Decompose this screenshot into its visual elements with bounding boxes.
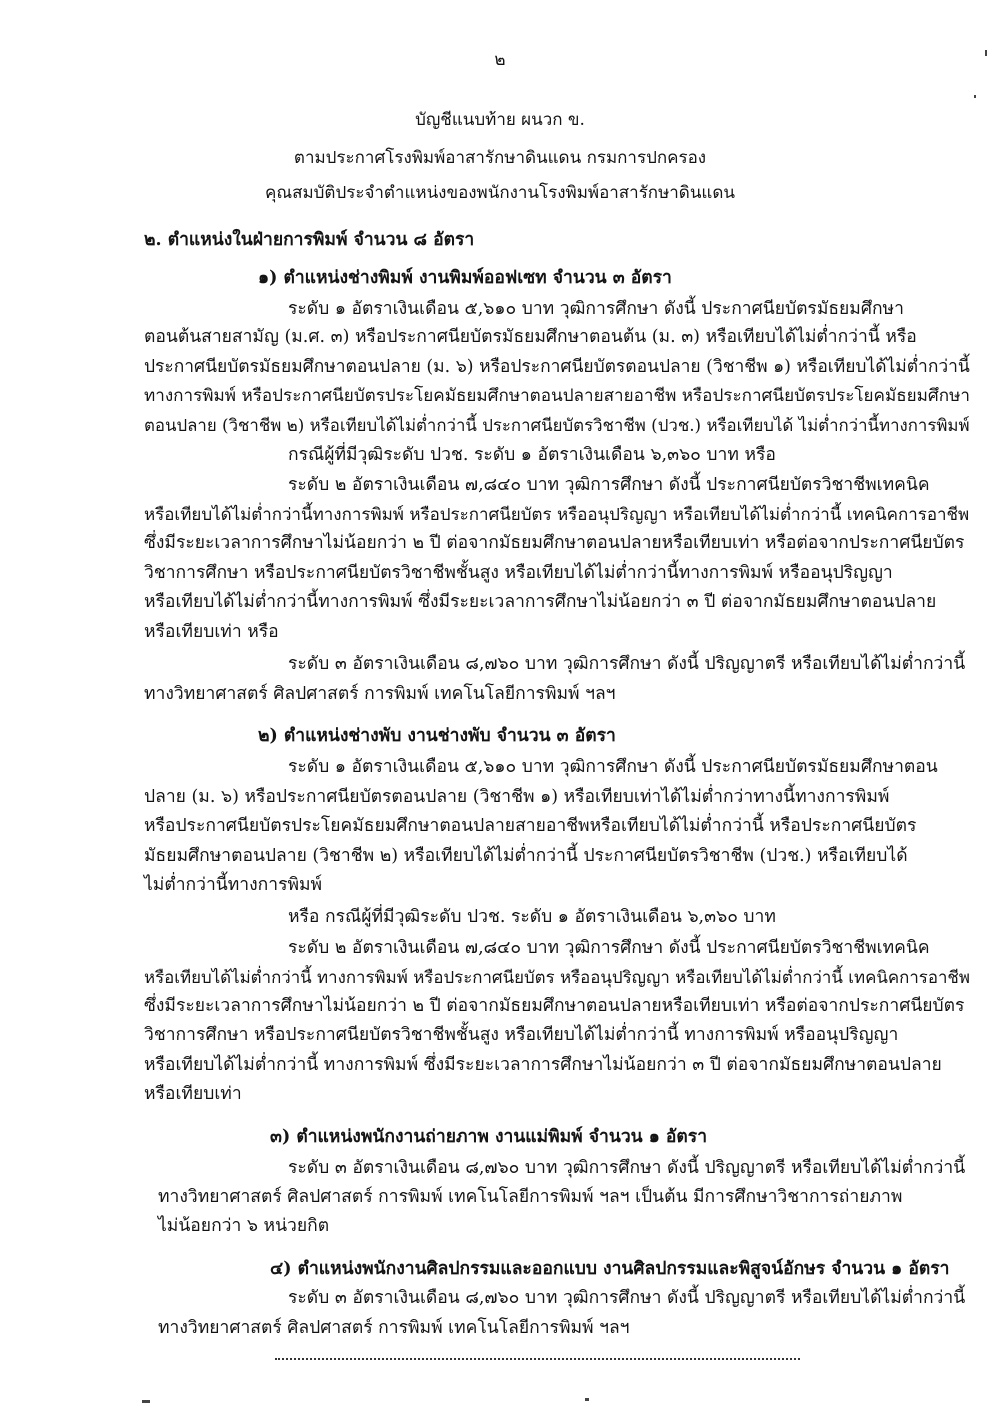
position-1-line: หรือเทียบได้ไม่ต่ำกว่านี้ทางการพิมพ์ หรือประกาศนียบัตร หรืออนุปริญญา หรือเทียบได้ไม่ต่ำกว่านี้ เทคนิคการอาชีพ xyxy=(144,504,970,524)
page-number: ๒ xyxy=(494,50,506,70)
header-line-3: คุณสมบัติประจำตำแหน่งของพนักงานโรงพิมพ์อาสารักษาดินแดน xyxy=(265,183,735,203)
position-2-line: ปลาย (ม. ๖) หรือประกาศนียบัตรตอนปลาย (วิชาชีพ ๑) หรือเทียบเท่าได้ไม่ต่ำกว่าทางนี้ทางการพิมพ์ xyxy=(144,787,890,807)
position-1-line: ทางวิทยาศาสตร์ ศิลปศาสตร์ การพิมพ์ เทคโนโลยีการพิมพ์ ฯลฯ xyxy=(144,684,616,704)
position-3-heading: ๓) ตำแหน่งพนักงานถ่ายภาพ งานแม่พิมพ์ จำนวน ๑ อัตรา xyxy=(270,1127,708,1147)
position-1-line: วิชาการศึกษา หรือประกาศนียบัตรวิชาชีพชั้นสูง หรือเทียบได้ไม่ต่ำกว่านี้ทางการพิมพ์ หรืออนุปริญญา xyxy=(144,563,893,583)
position-1-line: ตอนปลาย (วิชาชีพ ๒) หรือเทียบได้ไม่ต่ำกว่านี้ ประกาศนียบัตรวิชาชีพ (ปวช.) หรือเทียบได้ ไม่ต่ำกว่านี้ทางการพิมพ์ xyxy=(144,415,970,435)
dotted-end-line xyxy=(275,1358,800,1360)
position-2-line: มัธยมศึกษาตอนปลาย (วิชาชีพ ๒) หรือเทียบได้ไม่ต่ำกว่านี้ ประกาศนียบัตรวิชาชีพ (ปวช.) หรือเทียบได้ xyxy=(144,846,908,866)
position-2-line: ระดับ ๒ อัตราเงินเดือน ๗,๘๔๐ บาท วุฒิการศึกษา ดังนี้ ประกาศนียบัตรวิชาชีพเทคนิค xyxy=(288,938,930,958)
position-3-line: ระดับ ๓ อัตราเงินเดือน ๘,๗๖๐ บาท วุฒิการศึกษา ดังนี้ ปริญญาตรี หรือเทียบได้ไม่ต่ำกว่านี้ xyxy=(288,1158,966,1178)
position-1-line: ทางการพิมพ์ หรือประกาศนียบัตรประโยคมัธยมศึกษาตอนปลายสายอาชีพ หรือประกาศนียบัตรประโยคมัธยมศึกษา xyxy=(144,386,970,406)
position-2-line: วิชาการศึกษา หรือประกาศนียบัตรวิชาชีพชั้นสูง หรือเทียบได้ไม่ต่ำกว่านี้ ทางการพิมพ์ หรืออนุปริญญา xyxy=(144,1025,899,1045)
position-1-line: กรณีผู้ที่มีวุฒิระดับ ปวช. ระดับ ๑ อัตราเงินเดือน ๖,๓๖๐ บาท หรือ xyxy=(288,445,776,465)
position-1-line: ประกาศนียบัตรมัธยมศึกษาตอนปลาย (ม. ๖) หรือประกาศนียบัตรตอนปลาย (วิชาชีพ ๑) หรือเทียบได้ไม่ต่ำกว่านี้ xyxy=(144,357,970,377)
scan-speck xyxy=(142,1400,150,1403)
position-1-heading: ๑) ตำแหน่งช่างพิมพ์ งานพิมพ์ออฟเซท จำนวน ๓ อัตรา xyxy=(258,268,672,288)
position-1-line: ระดับ ๑ อัตราเงินเดือน ๕,๖๑๐ บาท วุฒิการศึกษา ดังนี้ ประกาศนียบัตรมัธยมศึกษา xyxy=(288,299,904,319)
position-2-line: ระดับ ๑ อัตราเงินเดือน ๕,๖๑๐ บาท วุฒิการศึกษา ดังนี้ ประกาศนียบัตรมัธยมศึกษาตอน xyxy=(288,757,938,777)
position-1-line: หรือเทียบได้ไม่ต่ำกว่านี้ทางการพิมพ์ ซึ่งมีระยะเวลาการศึกษาไม่น้อยกว่า ๓ ปี ต่อจากมัธยมศึกษาตอนปลาย xyxy=(144,592,937,612)
scan-speck xyxy=(974,95,976,98)
position-1-line: ซึ่งมีระยะเวลาการศึกษาไม่น้อยกว่า ๒ ปี ต่อจากมัธยมศึกษาตอนปลายหรือเทียบเท่า หรือต่อจากประกาศนียบัตร xyxy=(144,533,965,553)
position-2-line: หรือเทียบได้ไม่ต่ำกว่านี้ ทางการพิมพ์ ซึ่งมีระยะเวลาการศึกษาไม่น้อยกว่า ๓ ปี ต่อจากมัธยมศึกษาตอนปลาย xyxy=(144,1055,942,1075)
header-line-2: ตามประกาศโรงพิมพ์อาสารักษาดินแดน กรมการปกครอง xyxy=(293,148,707,168)
position-4-line: ระดับ ๓ อัตราเงินเดือน ๘,๗๖๐ บาท วุฒิการศึกษา ดังนี้ ปริญญาตรี หรือเทียบได้ไม่ต่ำกว่านี้ xyxy=(288,1288,966,1308)
position-2-line: ไม่ต่ำกว่านี้ทางการพิมพ์ xyxy=(144,875,323,895)
scan-speck xyxy=(985,50,987,56)
position-4-line: ทางวิทยาศาสตร์ ศิลปศาสตร์ การพิมพ์ เทคโนโลยีการพิมพ์ ฯลฯ xyxy=(158,1318,630,1338)
section-title: ๒. ตำแหน่งในฝ่ายการพิมพ์ จำนวน ๘ อัตรา xyxy=(144,230,475,250)
position-1-line: ระดับ ๓ อัตราเงินเดือน ๘,๗๖๐ บาท วุฒิการศึกษา ดังนี้ ปริญญาตรี หรือเทียบได้ไม่ต่ำกว่านี้ xyxy=(288,654,966,674)
position-2-line: ซึ่งมีระยะเวลาการศึกษาไม่น้อยกว่า ๒ ปี ต่อจากมัธยมศึกษาตอนปลายหรือเทียบเท่า หรือต่อจากประกาศนียบัตร xyxy=(144,996,965,1016)
position-2-line: หรือ กรณีผู้ที่มีวุฒิระดับ ปวช. ระดับ ๑ อัตราเงินเดือน ๖,๓๖๐ บาท xyxy=(288,907,776,927)
position-2-heading: ๒) ตำแหน่งช่างพับ งานช่างพับ จำนวน ๓ อัตรา xyxy=(258,726,616,746)
position-1-line: ระดับ ๒ อัตราเงินเดือน ๗,๘๔๐ บาท วุฒิการศึกษา ดังนี้ ประกาศนียบัตรวิชาชีพเทคนิค xyxy=(288,475,930,495)
scan-speck xyxy=(585,1398,589,1401)
header-line-1: บัญชีแนบท้าย ผนวก ข. xyxy=(415,110,585,130)
position-2-line: หรือเทียบเท่า xyxy=(144,1084,242,1104)
position-2-line: หรือประกาศนียบัตรประโยคมัธยมศึกษาตอนปลายสายอาชีพหรือเทียบได้ไม่ต่ำกว่านี้ หรือประกาศนียบัตร xyxy=(144,816,917,836)
position-3-line: ไม่น้อยกว่า ๖ หน่วยกิต xyxy=(158,1216,330,1236)
position-1-line: ตอนต้นสายสามัญ (ม.ศ. ๓) หรือประกาศนียบัตรมัธยมศึกษาตอนต้น (ม. ๓) หรือเทียบได้ไม่ต่ำกว่านี้ หรือ xyxy=(144,327,917,347)
position-3-line: ทางวิทยาศาสตร์ ศิลปศาสตร์ การพิมพ์ เทคโนโลยีการพิมพ์ ฯลฯ เป็นต้น มีการศึกษาวิชาการถ่ายภาพ xyxy=(158,1187,903,1207)
position-1-line: หรือเทียบเท่า หรือ xyxy=(144,622,279,642)
position-4-heading: ๔) ตำแหน่งพนักงานศิลปกรรมและออกแบบ งานศิลปกรรมและพิสูจน์อักษร จำนวน ๑ อัตรา xyxy=(270,1259,950,1279)
position-2-line: หรือเทียบได้ไม่ต่ำกว่านี้ ทางการพิมพ์ หรือประกาศนียบัตร หรืออนุปริญญา หรือเทียบได้ไม่ต่ำกว่านี้ เทคนิคการอาชีพ xyxy=(144,967,970,987)
